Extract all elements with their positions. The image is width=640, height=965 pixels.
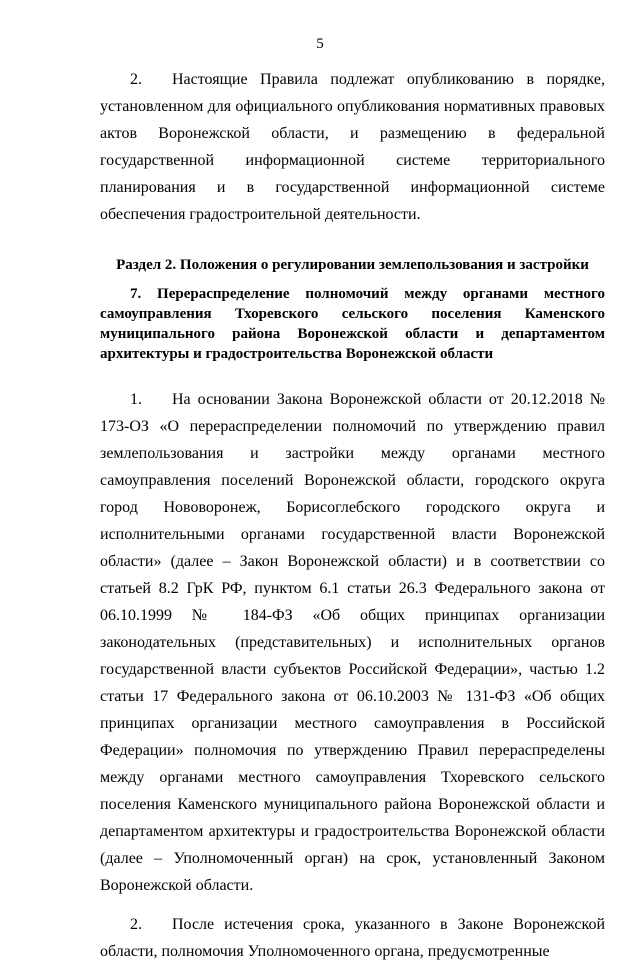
paragraph-number: 2. — [130, 71, 142, 88]
paragraph-authority-redistribution — [100, 386, 605, 899]
paragraph-number: 2. — [130, 916, 142, 933]
paragraph-number: 1. — [130, 391, 142, 408]
paragraph-publication — [100, 66, 605, 228]
paragraph-text: На основании Закона Воронежской области от 20.12.2018 № 173-ОЗ «О перераспределении полномочий по утверждению правил землепользования и застройки между органами местного самоуправления поселений Воронежской области, городского округа город Нововоронеж, Борисоглебского городского округа и исполнительными органами государственной власти Воронежской области» (далее – Закон Воронежской области) и в соответствии со статьей 8.2 ГрК РФ, пунктом 6.1 статьи 26.3 Федерального закона от 06.10.1999 № 184-ФЗ «Об общих принципах организации законодательных (представительных) и исполнительных органов государственной власти субъектов Российской Федерации», частью 1.2 статьи 17 Федерального закона от 06.10.2003 № 131-ФЗ «Об общих принципах организации местного самоуправления в Российской Федерации» полномочия по утверждению Правил перераспределены между органами местного самоуправления Тхоревского сельского поселения Каменского муниципального района Воронежской области и департаментом архитектуры и градостроительства Воронежской области (далее – Уполномоченный орган) на срок, установленный Законом Воронежской области. — [100, 391, 605, 894]
section-heading: Раздел 2. Положения о регулировании землепользования и застройки — [116, 257, 589, 273]
paragraph-term-expiry — [100, 911, 605, 965]
document-body — [100, 66, 605, 965]
page-number: 5 — [316, 36, 324, 52]
paragraph-text: Настоящие Правила подлежат опубликованию в порядке, установленном для официального опубликования нормативных правовых актов Воронежской области, и размещению в федеральной государственной информационной системе территориального планирования и в государственной информационной системе обеспечения градостроительной деятельности. — [100, 71, 605, 223]
paragraph-text: После истечения срока, указанного в Законе Воронежской области, полномочия Уполномоченного органа, предусмотренные — [100, 916, 605, 960]
subsection-heading: 7. Перераспределение полномочий между органами местного самоуправления Тхоревского сельского поселения Каменского муниципального района Воронежской области и департаментом архитектуры и градостроительства Воронежской области — [100, 286, 605, 362]
